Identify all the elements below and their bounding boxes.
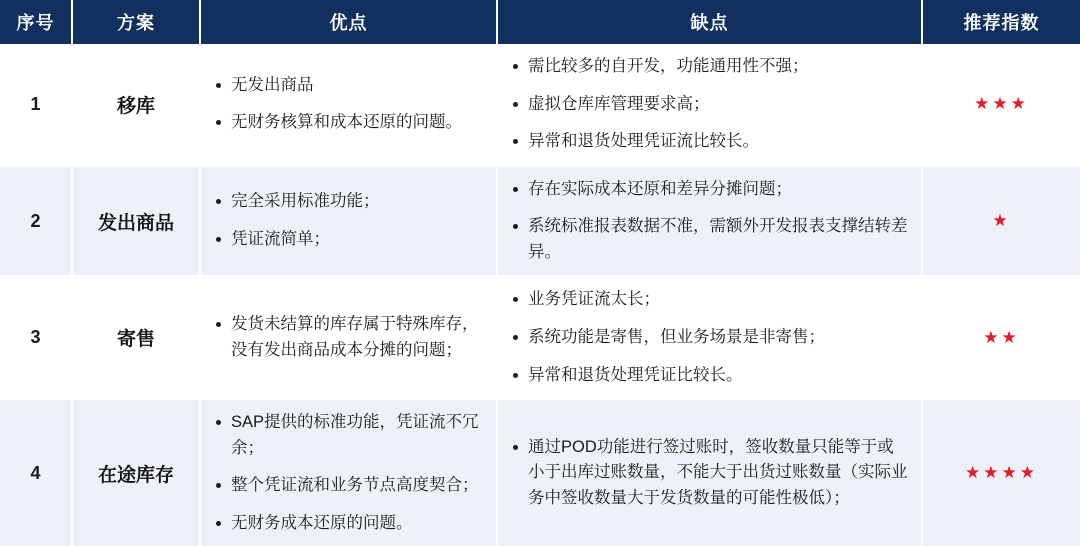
rating-stars: ★★★★	[922, 399, 1080, 546]
pros-list	[213, 410, 484, 536]
list-item: 完全采用标准功能；	[213, 189, 484, 215]
row-index: 3	[0, 276, 72, 399]
rating-stars: ★★	[922, 276, 1080, 399]
pros-list	[213, 189, 484, 252]
table-row	[0, 276, 1080, 399]
pros-list	[213, 73, 484, 136]
list-item: 系统功能是寄售，但业务场景是非寄售；	[510, 325, 909, 351]
cons-list	[510, 54, 909, 155]
table-row	[0, 44, 1080, 166]
list-item: SAP提供的标准功能，凭证流不冗余；	[213, 410, 484, 461]
row-pros	[200, 44, 497, 166]
table-body	[0, 44, 1080, 546]
row-cons	[497, 44, 922, 166]
table-header	[0, 0, 1080, 44]
row-cons	[497, 399, 922, 546]
row-index: 1	[0, 44, 72, 166]
row-cons	[497, 276, 922, 399]
list-item: 存在实际成本还原和差异分摊问题；	[510, 177, 909, 203]
list-item: 需比较多的自开发，功能通用性不强；	[510, 54, 909, 80]
list-item: 异常和退货处理凭证比较长。	[510, 363, 909, 389]
list-item: 虚拟仓库库管理要求高；	[510, 92, 909, 118]
row-plan-name: 寄售	[72, 276, 200, 399]
list-item: 系统标准报表数据不准，需额外开发报表支撑结转差异。	[510, 214, 909, 265]
list-item: 无财务成本还原的问题。	[213, 511, 484, 537]
column-header-cons: 缺点	[497, 0, 922, 44]
column-header-rating: 推荐指数	[922, 0, 1080, 44]
column-header-plan: 方案	[72, 0, 200, 44]
cons-list	[510, 177, 909, 266]
row-plan-name: 移库	[72, 44, 200, 166]
list-item: 通过POD功能进行签过账时，签收数量只能等于或小于出库过账数量，不能大于出货过账数量（实际业务中签收数量大于发货数量的可能性极低）；	[510, 435, 909, 512]
pros-list	[213, 312, 484, 363]
row-pros	[200, 276, 497, 399]
column-header-index: 序号	[0, 0, 72, 44]
row-index: 4	[0, 399, 72, 546]
row-pros	[200, 166, 497, 277]
table-row	[0, 166, 1080, 277]
cons-list	[510, 435, 909, 512]
list-item: 业务凭证流太长；	[510, 287, 909, 313]
list-item: 异常和退货处理凭证流比较长。	[510, 129, 909, 155]
list-item: 凭证流简单；	[213, 227, 484, 253]
row-plan-name: 发出商品	[72, 166, 200, 277]
list-item: 无财务核算和成本还原的问题。	[213, 110, 484, 136]
table-row	[0, 399, 1080, 546]
list-item: 无发出商品	[213, 73, 484, 99]
column-header-pros: 优点	[200, 0, 497, 44]
table-header-row	[0, 0, 1080, 44]
cons-list	[510, 287, 909, 388]
row-index: 2	[0, 166, 72, 277]
row-pros	[200, 399, 497, 546]
row-cons	[497, 166, 922, 277]
list-item: 整个凭证流和业务节点高度契合；	[213, 473, 484, 499]
rating-stars: ★★★	[922, 44, 1080, 166]
rating-stars: ★	[922, 166, 1080, 277]
row-plan-name: 在途库存	[72, 399, 200, 546]
list-item: 发货未结算的库存属于特殊库存，没有发出商品成本分摊的问题；	[213, 312, 484, 363]
